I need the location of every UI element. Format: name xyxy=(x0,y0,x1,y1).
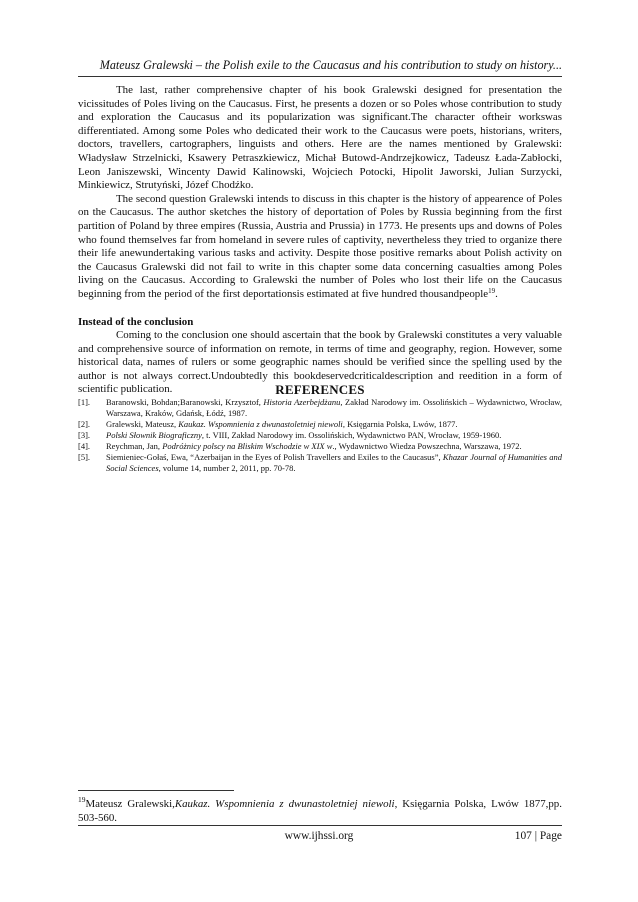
reference-item xyxy=(78,397,562,419)
reference-number: [2]. xyxy=(78,419,91,429)
reference-number: [3]. xyxy=(78,430,91,440)
paragraph-history-of-appearance xyxy=(78,193,562,302)
paragraph-end: . xyxy=(495,287,498,300)
reference-title: Polski Słownik Biograficzny xyxy=(106,430,202,440)
references-list xyxy=(78,397,562,474)
paragraph-text: The second question Gralewski intends to discuss in this chapter is the history of appearence of Poles on the Caucasus. The author sketches the history of deportation of Poles by Russia beginning from the first partition of Poland by three empires (Russia, Austria and Prussia) in 1773. He presents ups and downs of Poles who found themselves far from homeland in severe rules of captivity, nevertheless they tried to organize there their life anewundertaking various tasks and activity. Despite those positive remarks about Polish activity on the Caucasus Gralewski did not fail to write in this chapter some data concerning casualties among Poles living on the Caucasus. According to Gralewski the number of Poles who lost their life on the Caucasus beginning from the period of the first deportationsis estimated at five hundred thousandpeople xyxy=(78,192,562,300)
reference-title: Khazar Journal of Humanities and Social Sciences xyxy=(106,452,562,473)
reference-publisher: , volume 14, number 2, 2011, pp. 70-78. xyxy=(158,463,296,473)
paragraph-conclusion: Coming to the conclusion one should ascertain that the book by Gralewski constitutes a very valuable and comprehensive source of information on remote, in terms of time and geography, region. However, some historical data, names of rulers or some geographic names should be verified since the spelling used by the author is not always correct.Undoubtedly this bookdeservedcriticaldescription and reedition in a form of scientific publication. xyxy=(78,329,562,396)
section-heading-conclusion: Instead of the conclusion xyxy=(78,315,194,328)
reference-item xyxy=(78,430,562,441)
reference-authors: Reychman, Jan, xyxy=(106,441,163,451)
footnote-author: Mateusz Gralewski, xyxy=(85,798,175,810)
journal-url[interactable]: www.ijhssi.org xyxy=(284,830,354,842)
reference-authors: Siemieniec-Gołaś, Ewa, “Azerbaijan in the Eyes of Polish Travellers and Exiles to the Caucasus”, xyxy=(106,452,443,462)
reference-item xyxy=(78,441,562,452)
footnote-title: Kaukaz. Wspomnienia z dwunastoletniej niewoli xyxy=(174,798,395,810)
header-rule xyxy=(78,76,562,77)
reference-item xyxy=(78,419,562,430)
reference-number: [5]. xyxy=(78,452,91,462)
reference-authors: Baranowski, Bohdan;Baranowski, Krzysztof, xyxy=(106,397,264,407)
page-number: 107 | Page xyxy=(514,830,562,842)
reference-title: Podróżnicy polscy na Bliskim Wschodzie w XIX w xyxy=(162,441,333,451)
footnote-rule xyxy=(78,790,234,791)
footnote xyxy=(78,797,562,825)
reference-authors: Gralewski, Mateusz, xyxy=(106,419,179,429)
footnote-mark: 19 xyxy=(78,795,86,804)
footer-rule xyxy=(78,825,562,826)
reference-title: Historia Azerbejdżanu xyxy=(263,397,341,407)
reference-item xyxy=(78,452,562,474)
paragraph-poles-on-caucasus: The last, rather comprehensive chapter of his book Gralewski designed for presentation the vicissitudes of Poles living on the Caucasus. First, he presents a dozen or so Poles whose contribution to study and exploration the Caucasus and its popularization was significant.The character oftheir workswas differentiated. Among some Poles who dedicated their work to the Caucasus were poets, historians, writers, doctors, travellers, cartographers, linguists and others. Here are the names mentioned by Gralewski: Władysław Strzelnicki, Ksawery Petraszkiewicz, Michał Butowd-Andrzejkowicz, Tadeusz Łada-Zabłocki, Leon Janiszewski, Wincenty Dawid Kalinowski, Wojciech Potocki, Hipolit Jaworski, Julian Surzycki, Minkiewicz, Strutyński, Józef Chodźko. xyxy=(78,84,562,192)
reference-title: Kaukaz. Wspomnienia z dwunastoletniej niewoli xyxy=(178,419,343,429)
references-heading: REFERENCES xyxy=(275,382,365,397)
reference-publisher: , Księgarnia Polska, Lwów, 1877. xyxy=(342,419,458,429)
running-head: Mateusz Gralewski – the Polish exile to the Caucasus and his contribution to study on history... xyxy=(99,58,562,72)
reference-publisher: ., Wydawnictwo Wiedza Powszechna, Warszawa, 1972. xyxy=(332,441,522,451)
reference-publisher: , t. VIII, Zakład Narodowy im. Ossolińskich, Wydawnictwo PAN, Wrocław, 1959-1960. xyxy=(201,430,502,440)
footnote-reference[interactable]: 19 xyxy=(488,286,496,295)
footnote-details: , Księgarnia Polska, Lwów 1877,pp. 503-560. xyxy=(78,798,562,824)
reference-number: [1]. xyxy=(78,397,91,407)
reference-number: [4]. xyxy=(78,441,91,451)
article-body xyxy=(78,84,562,397)
reference-publisher: , Zakład Narodowy im. Ossolińskich – Wydawnictwo, Wrocław, Warszawa, Kraków, Gdańsk, Łódź, 1987. xyxy=(106,397,562,418)
